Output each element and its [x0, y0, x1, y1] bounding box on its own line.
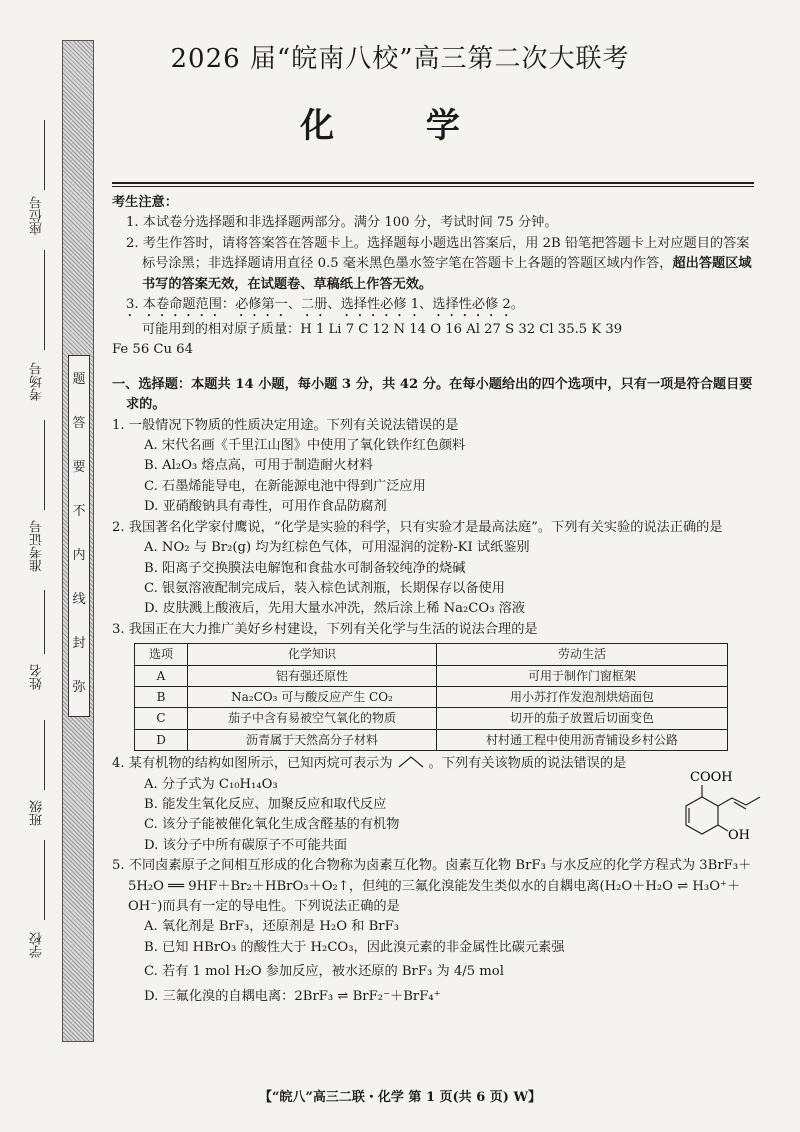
class-line [44, 720, 45, 790]
table-cell: 用小苏打作发泡剂烘焙面包 [437, 686, 728, 707]
table-row [135, 665, 728, 686]
question-3-table [134, 643, 728, 751]
propane-skeletal-icon [396, 755, 426, 769]
question-2-stem: 2. 我国著名化学家付鹰说，“化学是实验的科学，只有实验才是最高法庭”。下列有关实验的说法正确的是 [112, 519, 723, 535]
warning-char: 答 [72, 416, 86, 431]
table-cell: 可用于制作门窗框架 [437, 665, 728, 686]
section-heading: 一、选择题：本题共 14 小题，每小题 3 分，共 42 分。在每小题给出的四个选项中，只有一项是符合题目要求的。 [112, 376, 753, 413]
table-cell: Na₂CO₃ 可与酸反应产生 CO₂ [188, 686, 437, 707]
header-rule [112, 182, 754, 184]
seat-number-label: 座位号 [30, 196, 45, 235]
warning-char: 题 [72, 372, 86, 387]
table-cell: D [135, 729, 188, 750]
class-label: 班级 [30, 800, 45, 826]
question-4-option-a: A. 分子式为 C₁₀H₁₄O₃ [144, 776, 278, 792]
question-3-stem: 3. 我国正在大力推广美好乡村建设，下列有关化学与生活的说法合理的是 [112, 621, 538, 637]
question-4-option-c: C. 该分子能被催化氧化生成含醛基的有机物 [144, 817, 400, 833]
table-header: 选项 [135, 644, 188, 665]
admission-number-line [44, 420, 45, 510]
question-2-option-b: B. 阳离子交换膜法电解饱和食盐水可制备较纯净的烧碱 [144, 560, 466, 576]
question-5-option-a: A. 氧化剂是 BrF₃，还原剂是 H₂O 和 BrF₃ [144, 919, 400, 935]
page-footer: 【“皖八”高三二联・化学 第 1 页(共 6 页) W】 [258, 1090, 542, 1105]
question-5-stem: 5. 不同卤素原子之间相互形成的化合物称为卤素互化物。卤素互化物 BrF₃ 与水反应的化学方程式为 3BrF₃＋5H₂O ══ 9HF＋Br₂＋HBrO₃＋O₂↑，但纯的三氟化溴能发生类似水的自耦电离(H₂O＋H₂O ⇌ H₃O⁺＋OH⁻)而具有一定的导电性。下列说法正确的是 [112, 858, 752, 914]
header-rule-thin [112, 186, 754, 187]
cooh-label: COOH [690, 770, 733, 785]
notice-emphasis: 超出答题区域书写的答案无效，在试题卷、草稿纸上作答无效。 [142, 256, 752, 292]
warning-char: 弥 [72, 680, 86, 695]
molecule-structure-diagram [662, 765, 762, 855]
table-cell: 茄子中含有易被空气氧化的物质 [188, 708, 437, 729]
table-header-row [135, 644, 728, 665]
exam-content [112, 193, 760, 1007]
table-row [135, 729, 728, 750]
table-row [135, 708, 728, 729]
question-4-option-d: D. 该分子中所有碳原子不可能共面 [144, 837, 348, 853]
table-cell: 沥青属于天然高分子材料 [188, 729, 437, 750]
question-5-option-d: D. 三氟化溴的自耦电离：2BrF₃ ⇌ BrF₂⁻＋BrF₄⁺ [144, 988, 441, 1004]
school-line [44, 840, 45, 920]
warning-char: 内 [72, 548, 86, 563]
warning-char: 不 [72, 504, 86, 519]
table-header: 化学知识 [188, 644, 437, 665]
name-label: 姓名 [30, 664, 45, 690]
atomic-masses-cont: Fe 56 Cu 64 [112, 342, 193, 358]
question-2-option-d: D. 皮肤溅上酸液后，先用大量水冲洗，然后涂上稀 Na₂CO₃ 溶液 [144, 601, 526, 617]
notice-item: 1. 本试卷分选择题和非选择题两部分。满分 100 分，考试时间 75 分钟。 [126, 215, 558, 231]
warning-char: 封 [72, 636, 86, 651]
table-row [135, 686, 728, 707]
question-1-option-b: B. Al₂O₃ 熔点高，可用于制造耐火材料 [144, 458, 373, 474]
question-5-option-c: C. 若有 1 mol H₂O 参加反应，被水还原的 BrF₃ 为 4/5 mol [144, 964, 504, 980]
exam-title: 2026 届“皖南八校”高三第二次大联考 [170, 44, 630, 74]
question-1-option-a: A. 宋代名画《千里江山图》中使用了氧化铁作红色颜料 [144, 438, 466, 454]
atomic-masses: 可能用到的相对原子质量：H 1 Li 7 C 12 N 14 O 16 Al 27 S 32 Cl 35.5 K 39 [142, 322, 623, 338]
table-header: 劳动生活 [437, 644, 728, 665]
warning-char: 线 [72, 592, 86, 607]
school-label: 学校 [30, 932, 45, 958]
table-cell: A [135, 665, 188, 686]
question-2-option-a: A. NO₂ 与 Br₂(g) 均为红棕色气体，可用湿润的淀粉-KI 试纸鉴别 [144, 540, 530, 556]
table-cell: 切开的茄子放置后切面变色 [437, 708, 728, 729]
warning-char: 要 [72, 460, 86, 475]
exam-room-label: 考场号 [30, 362, 45, 401]
question-1-option-d: D. 亚硝酸钠具有毒性，可用作食品防腐剂 [144, 499, 387, 515]
question-1-option-c: C. 石墨烯能导电，在新能源电池中得到广泛应用 [144, 478, 426, 494]
table-cell: 铝有强还原性 [188, 665, 437, 686]
question-1-stem: 1. 一般情况下物质的性质决定用途。下列有关说法错误的是 [112, 417, 459, 433]
table-cell: C [135, 708, 188, 729]
binding-warning-box [68, 355, 90, 717]
question-4-stem: 4. 某有机物的结构如图所示，已知丙烷可表示为 。下列有关该物质的说法错误的是 [112, 756, 627, 772]
admission-number-label: 准考证号 [30, 520, 45, 572]
subject-title: 化 学 [300, 106, 500, 146]
notice-item: 2. 考生作答时，请将答案答在答题卡上。选择题每小题选出答案后，用 2B 铅笔把答题卡上对应题目的答案标号涂黑；非选择题请用直径 0.5 毫米黑色墨水签字笔在答题卡上各题的答题区域内作答，超出答题区域书写的答案无效，在试题卷、草稿纸上作答无效。 [126, 235, 752, 292]
table-cell: B [135, 686, 188, 707]
exam-room-line [44, 250, 45, 350]
question-4-option-b: B. 能发生氧化反应、加聚反应和取代反应 [144, 796, 387, 812]
name-line [44, 590, 45, 654]
table-cell: 村村通工程中使用沥青铺设乡村公路 [437, 729, 728, 750]
oh-label: OH [728, 828, 750, 843]
question-2-option-c: C. 银氨溶液配制完成后，装入棕色试剂瓶，长期保存以备使用 [144, 580, 505, 596]
notice-heading: 考生注意： [112, 195, 178, 210]
question-5-option-b: B. 已知 HBrO₃ 的酸性大于 H₂CO₃，因此溴元素的非金属性比碳元素强 [144, 939, 565, 955]
notice-item: 3. 本卷命题范围：必修第一、二册、选择性必修 1、选择性必修 2。 [126, 297, 524, 313]
